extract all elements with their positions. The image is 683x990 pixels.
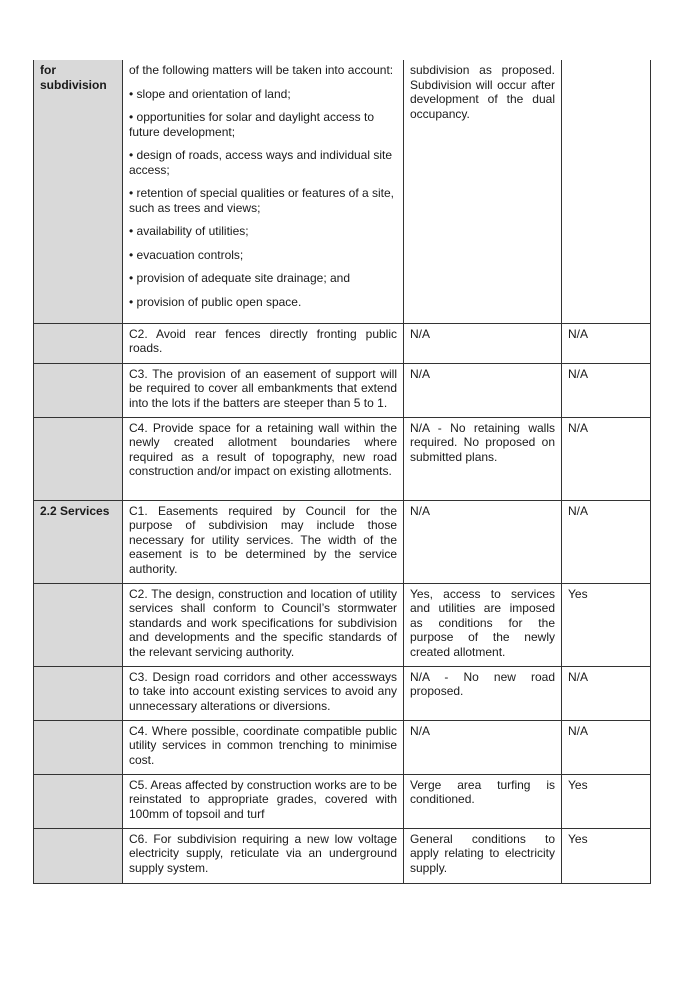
table-row bbox=[34, 666, 651, 720]
section-heading bbox=[34, 828, 123, 883]
table-row bbox=[34, 583, 651, 666]
section-heading bbox=[34, 774, 123, 828]
control-cell bbox=[123, 60, 404, 323]
control-cell: C1. Easements required by Council for the purpose of subdivision may include those necessary for utility services. The width of the easement is to be determined by the service authority. bbox=[123, 500, 404, 583]
bullet-item: • retention of special qualities or features of a site, such as trees and views; bbox=[129, 186, 395, 215]
control-cell: C2. The design, construction and location of utility services shall conform to Council’s stormwater standards and work specifications for subdivision and developments and the specific standards of the relevant servicing authority. bbox=[123, 583, 404, 666]
comment-cell: N/A bbox=[404, 720, 562, 774]
complies-cell: N/A bbox=[562, 363, 651, 417]
table-row bbox=[34, 323, 651, 363]
section-heading bbox=[34, 363, 123, 417]
complies-cell: Yes bbox=[562, 828, 651, 883]
comment-cell: N/A bbox=[404, 323, 562, 363]
complies-cell: Yes bbox=[562, 774, 651, 828]
comment-cell: N/A bbox=[404, 500, 562, 583]
complies-cell: N/A bbox=[562, 417, 651, 500]
control-intro: of the following matters will be taken into account: bbox=[129, 63, 394, 77]
complies-cell: N/A bbox=[562, 323, 651, 363]
table-row bbox=[34, 720, 651, 774]
comment-cell: N/A bbox=[404, 363, 562, 417]
comment-cell: General conditions to apply relating to electricity supply. bbox=[404, 828, 562, 883]
control-cell: C4. Where possible, coordinate compatible public utility services in common trenching to minimise cost. bbox=[123, 720, 404, 774]
bullet-item: • availability of utilities; bbox=[129, 224, 249, 238]
bullet-item: • evacuation controls; bbox=[129, 247, 244, 262]
complies-cell: N/A bbox=[562, 500, 651, 583]
table-row bbox=[34, 828, 651, 883]
section-heading bbox=[34, 323, 123, 363]
complies-cell: N/A bbox=[562, 666, 651, 720]
complies-cell bbox=[562, 60, 651, 323]
table-row bbox=[34, 500, 651, 583]
control-cell: C3. Design road corridors and other accessways to take into account existing services to avoid any unnecessary alterations or diversions. bbox=[123, 666, 404, 720]
comment-cell: Verge area turfing is conditioned. bbox=[404, 774, 562, 828]
section-heading: 2.2 Services bbox=[34, 500, 123, 583]
table-row bbox=[34, 363, 651, 417]
table-row bbox=[34, 774, 651, 828]
control-cell: C6. For subdivision requiring a new low voltage electricity supply, reticulate via an underground supply system. bbox=[123, 828, 404, 883]
bullet-item: • opportunities for solar and daylight access to future development; bbox=[129, 110, 375, 139]
comment-cell: Yes, access to services and utilities are imposed as conditions for the purpose of the newly created allotment. bbox=[404, 583, 562, 666]
table-row bbox=[34, 417, 651, 500]
control-cell: C2. Avoid rear fences directly fronting public roads. bbox=[123, 323, 404, 363]
section-heading bbox=[34, 417, 123, 500]
comment-cell: N/A - No retaining walls required. No proposed on submitted plans. bbox=[404, 417, 562, 500]
complies-cell: Yes bbox=[562, 583, 651, 666]
comment-cell: subdivision as proposed. Subdivision will occur after development of the dual occupancy. bbox=[404, 60, 562, 323]
bullet-item: • slope and orientation of land; bbox=[129, 86, 291, 101]
complies-cell: N/A bbox=[562, 720, 651, 774]
bullet-item: • design of roads, access ways and individual site access; bbox=[129, 148, 393, 177]
bullet-item: • provision of public open space. bbox=[129, 294, 302, 309]
section-heading bbox=[34, 666, 123, 720]
comment-cell: N/A - No new road proposed. bbox=[404, 666, 562, 720]
control-cell: C5. Areas affected by construction works are to be reinstated to appropriate grades, covered with 100mm of topsoil and turf bbox=[123, 774, 404, 828]
control-cell: C4. Provide space for a retaining wall within the newly created allotment boundaries where required as a result of topography, new road construction and/or impact on existing allotments. bbox=[123, 417, 404, 500]
bullet-item: • provision of adequate site drainage; and bbox=[129, 271, 351, 285]
section-heading: for subdivision bbox=[34, 60, 123, 323]
control-cell: C3. The provision of an easement of support will be required to cover all embankments that extend into the lots if the batters are steeper than 5 to 1. bbox=[123, 363, 404, 417]
section-heading bbox=[34, 583, 123, 666]
section-heading bbox=[34, 720, 123, 774]
compliance-table bbox=[33, 60, 651, 884]
table-row bbox=[34, 60, 651, 323]
